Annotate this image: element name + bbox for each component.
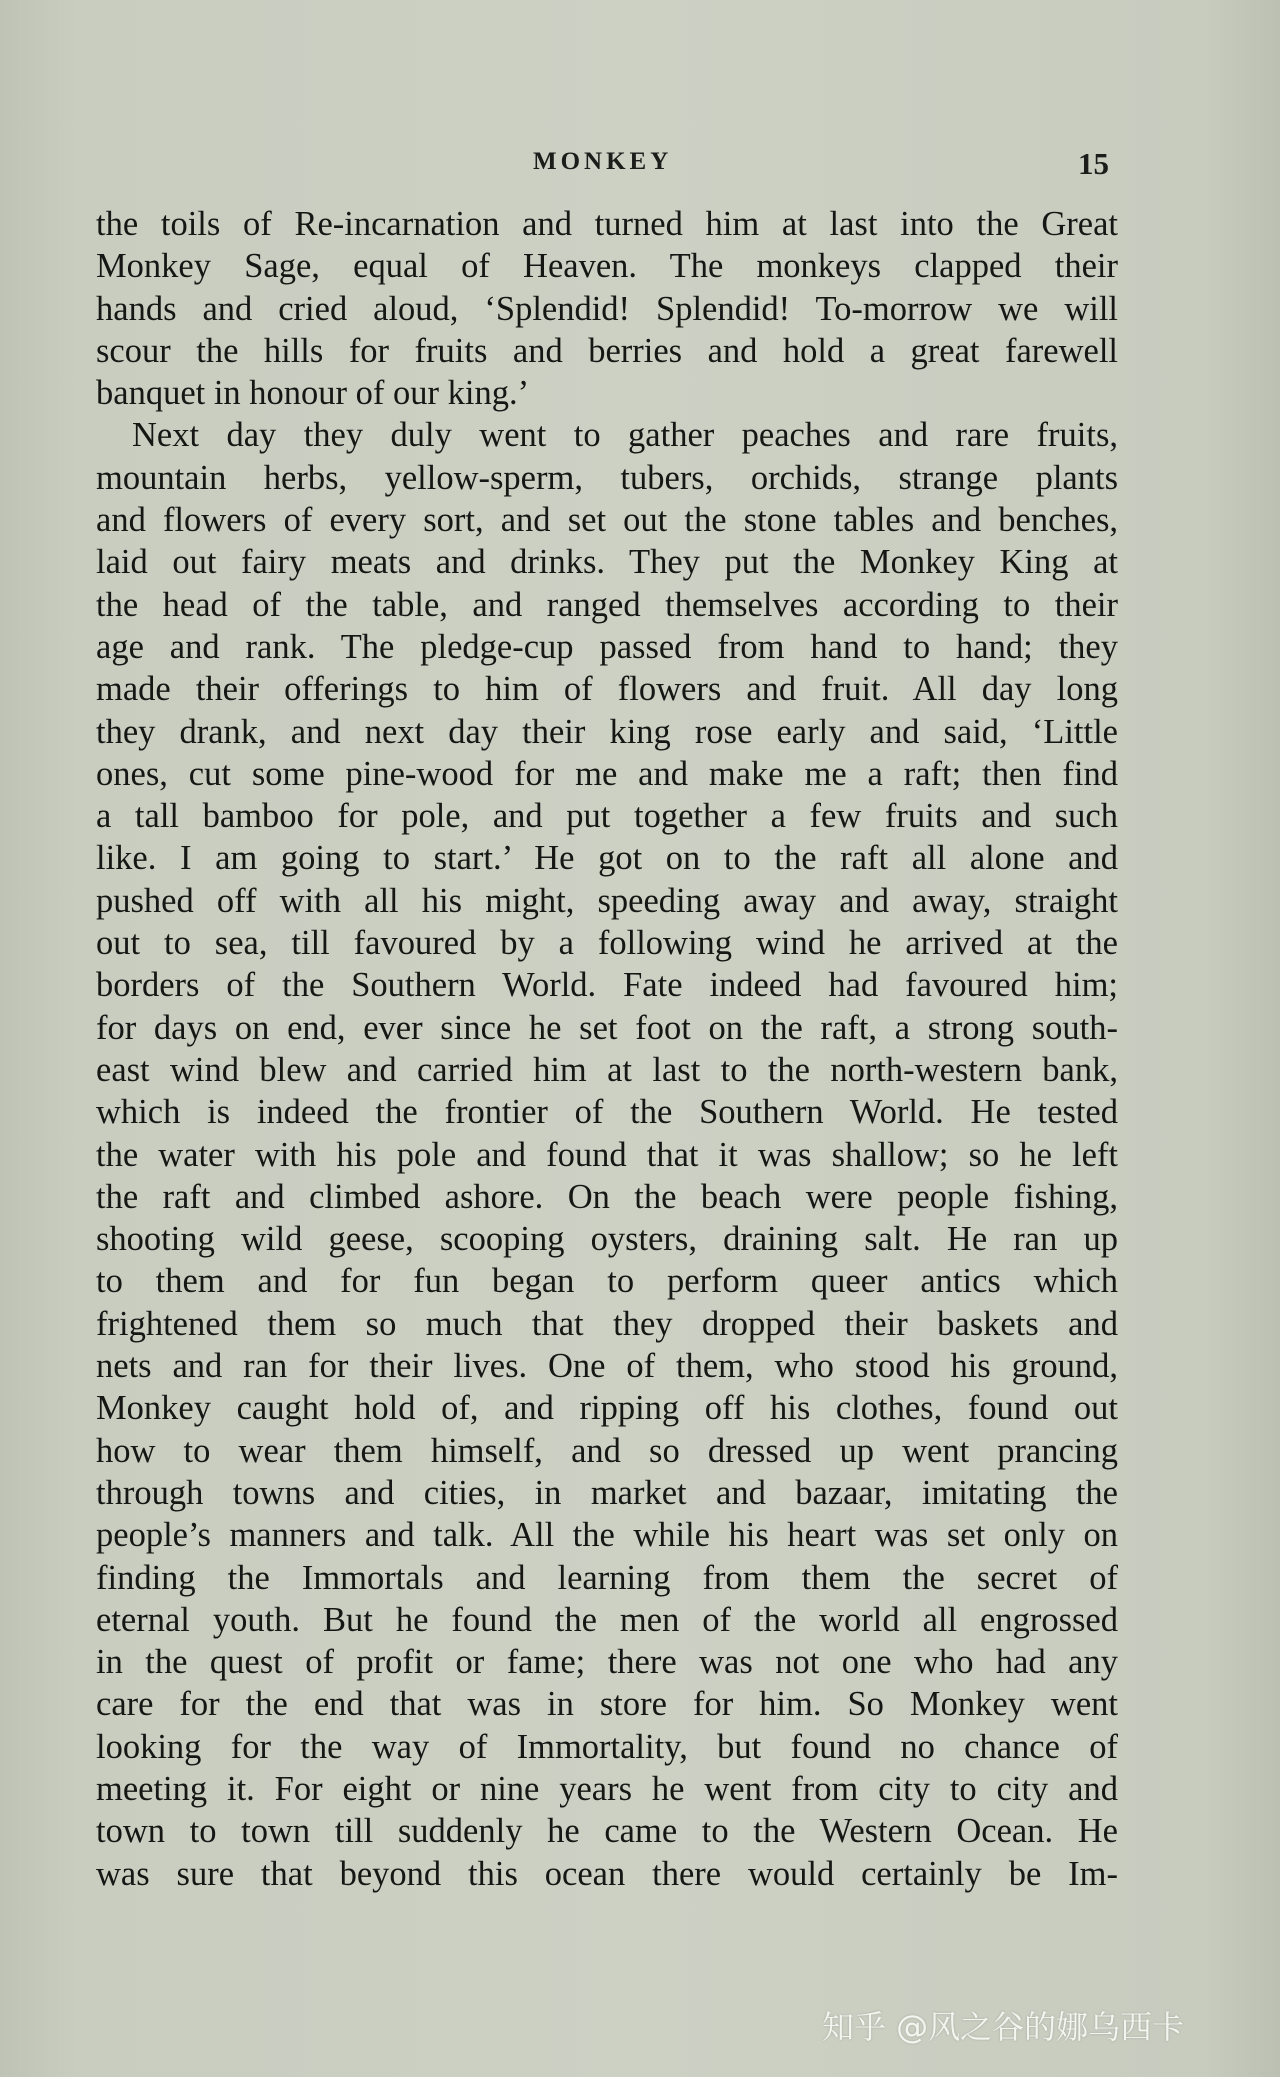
text-line: eternal youth. But he found the men of the world all engrossed xyxy=(96,1600,1118,1639)
text-line: Monkey caught hold of, and ripping off his clothes, found out xyxy=(96,1389,1118,1428)
text-line: nets and ran for their lives. One of them, who stood his ground, xyxy=(96,1347,1118,1386)
text-line: the raft and climbed ashore. On the beach were people fishing, xyxy=(96,1177,1118,1216)
text-line: hands and cried aloud, ‘Splendid! Splendid! To-morrow we will xyxy=(96,289,1118,328)
text-line: finding the Immortals and learning from them the secret of xyxy=(96,1558,1118,1597)
text-line: laid out fairy meats and drinks. They put the Monkey King at xyxy=(96,543,1118,582)
text-line: pushed off with all his might, speeding away and away, straight xyxy=(96,881,1118,920)
body-text xyxy=(96,203,1118,1895)
text-line: Next day they duly went to gather peaches and rare fruits, xyxy=(132,416,1118,455)
text-line: Monkey Sage, equal of Heaven. The monkeys clapped their xyxy=(96,247,1118,286)
text-line: frightened them so much that they dropped their baskets and xyxy=(96,1304,1118,1343)
text-line: banquet in honour of our king.’ xyxy=(96,374,530,413)
text-line: ones, cut some pine-wood for me and make me a raft; then find xyxy=(96,754,1118,793)
page-number: 15 xyxy=(1078,146,1109,181)
text-line: east wind blew and carried him at last to the north-western bank, xyxy=(96,1050,1118,1089)
running-title: MONKEY xyxy=(533,148,673,175)
text-line: people’s manners and talk. All the while his heart was set only on xyxy=(96,1516,1118,1555)
text-line: in the quest of profit or fame; there was not one who had any xyxy=(96,1643,1118,1682)
text-line: they drank, and next day their king rose early and said, ‘Little xyxy=(96,712,1118,751)
text-line: out to sea, till favoured by a following wind he arrived at the xyxy=(96,924,1118,963)
text-line: the toils of Re-incarnation and turned him at last into the Great xyxy=(96,205,1118,243)
text-line: how to wear them himself, and so dressed up went prancing xyxy=(96,1431,1118,1470)
watermark: 知乎 @风之谷的娜乌西卡 xyxy=(822,2008,1185,2046)
text-line: care for the end that was in store for him. So Monkey went xyxy=(96,1685,1118,1724)
text-line: for days on end, ever since he set foot on the raft, a strong south- xyxy=(96,1008,1118,1047)
text-line: made their offerings to him of flowers and fruit. All day long xyxy=(96,670,1118,709)
text-line: was sure that beyond this ocean there would certainly be Im- xyxy=(96,1854,1118,1893)
text-line: which is indeed the frontier of the Southern World. He tested xyxy=(96,1093,1118,1132)
text-line: town to town till suddenly he came to the Western Ocean. He xyxy=(96,1812,1118,1851)
text-line: and flowers of every sort, and set out the stone tables and benches, xyxy=(96,501,1118,540)
text-line: through towns and cities, in market and bazaar, imitating the xyxy=(96,1473,1118,1512)
text-line: scour the hills for fruits and berries and hold a great farewell xyxy=(96,331,1118,370)
text-line: looking for the way of Immortality, but found no chance of xyxy=(96,1727,1118,1766)
text-line: the head of the table, and ranged themselves according to their xyxy=(96,585,1118,624)
text-line: like. I am going to start.’ He got on to the raft all alone and xyxy=(96,839,1118,878)
text-line: the water with his pole and found that it was shallow; so he left xyxy=(96,1135,1118,1174)
text-line: meeting it. For eight or nine years he went from city to city and xyxy=(96,1769,1118,1808)
text-line: mountain herbs, yellow-sperm, tubers, orchids, strange plants xyxy=(96,458,1118,497)
text-line: a tall bamboo for pole, and put together a few fruits and such xyxy=(96,797,1118,836)
text-line: to them and for fun began to perform queer antics which xyxy=(96,1262,1118,1301)
text-line: shooting wild geese, scooping oysters, draining salt. He ran up xyxy=(96,1220,1118,1259)
text-line: borders of the Southern World. Fate indeed had favoured him; xyxy=(96,966,1118,1005)
running-head xyxy=(0,148,1280,188)
text-line: age and rank. The pledge-cup passed from hand to hand; they xyxy=(96,627,1118,666)
